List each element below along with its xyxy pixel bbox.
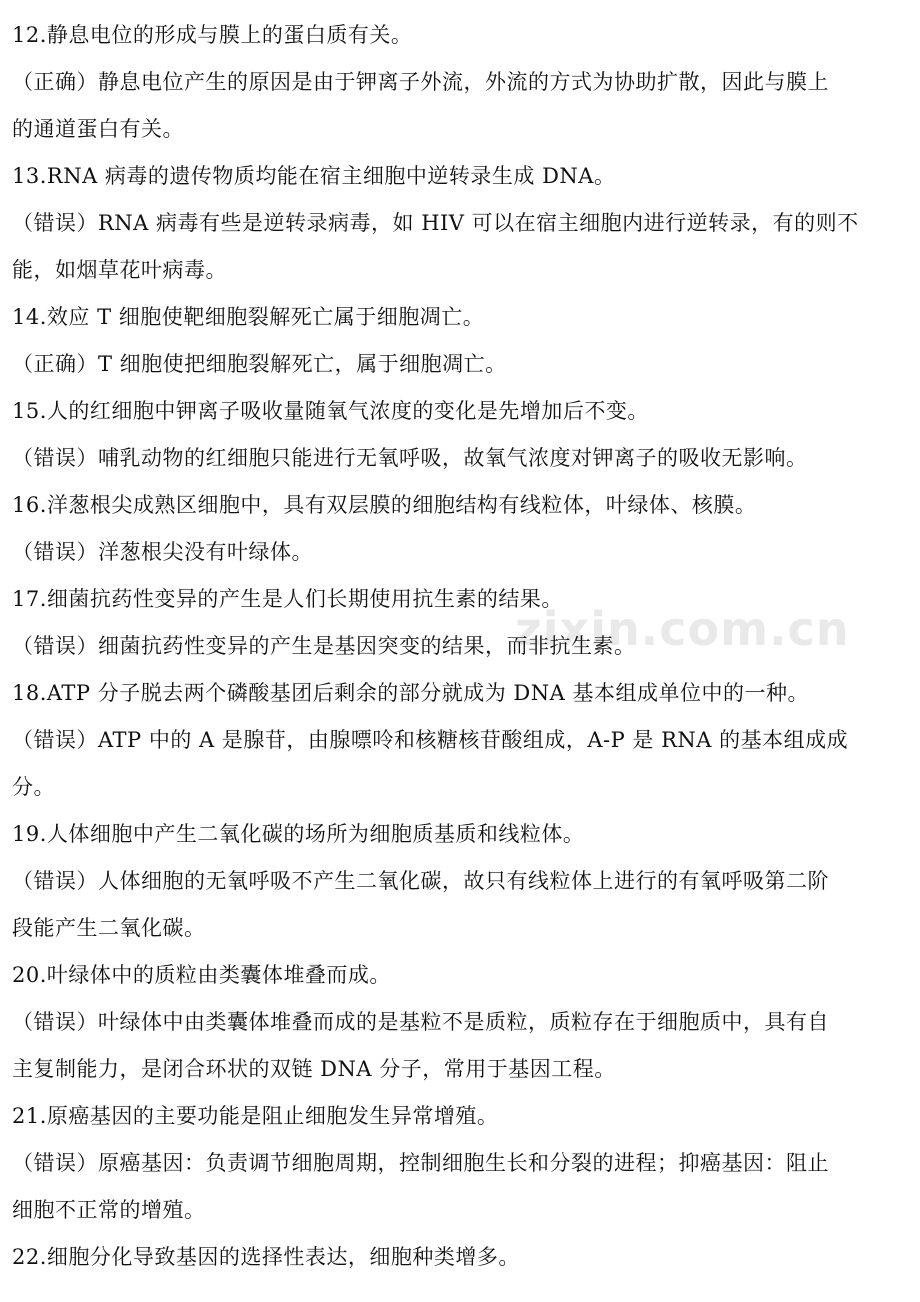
answer-18-line-1: （错误）ATP 中的 A 是腺苷，由腺嘌呤和核糖核苷酸组成，A-P 是 RNA 的基本组成成 [12, 728, 849, 752]
answer-16: （错误）洋葱根尖没有叶绿体。 [12, 540, 313, 564]
answer-21-line-1: （错误）原癌基因：负责调节细胞周期，控制细胞生长和分裂的进程；抑癌基因：阻止 [12, 1151, 829, 1175]
answer-19-line-2: 段能产生二氧化碳。 [12, 916, 206, 940]
question-17: 17.细菌抗药性变异的产生是人们长期使用抗生素的结果。 [12, 587, 563, 611]
answer-12-line-1: （正确）静息电位产生的原因是由于钾离子外流，外流的方式为协助扩散，因此与膜上 [12, 70, 829, 94]
answer-21-line-2: 细胞不正常的增殖。 [12, 1198, 206, 1222]
question-19: 19.人体细胞中产生二氧化碳的场所为细胞质基质和线粒体。 [12, 822, 585, 846]
question-22: 22.细胞分化导致基因的选择性表达，细胞种类增多。 [12, 1245, 520, 1269]
question-18: 18.ATP 分子脱去两个磷酸基团后剩余的部分就成为 DNA 基本组成单位中的一种。 [12, 681, 809, 705]
answer-13-line-2: 能，如烟草花叶病毒。 [12, 258, 227, 282]
watermark-text: zixin.com.cn [515, 602, 850, 656]
answer-14: （正确）T 细胞使把细胞裂解死亡，属于细胞凋亡。 [12, 352, 507, 376]
answer-20-line-2: 主复制能力，是闭合环状的双链 DNA 分子，常用于基因工程。 [12, 1057, 616, 1081]
answer-19-line-1: （错误）人体细胞的无氧呼吸不产生二氧化碳，故只有线粒体上进行的有氧呼吸第二阶 [12, 869, 829, 893]
answer-20-line-1: （错误）叶绿体中由类囊体堆叠而成的是基粒不是质粒，质粒存在于细胞质中，具有自 [12, 1010, 829, 1034]
answer-13-line-1: （错误）RNA 病毒有些是逆转录病毒，如 HIV 可以在宿主细胞内进行逆转录，有的则不 [12, 211, 859, 235]
document-page [12, 12, 908, 1281]
question-20: 20.叶绿体中的质粒由类囊体堆叠而成。 [12, 963, 391, 987]
answer-17: （错误）细菌抗药性变异的产生是基因突变的结果，而非抗生素。 [12, 634, 636, 658]
answer-12-line-2: 的通道蛋白有关。 [12, 117, 184, 141]
question-21: 21.原癌基因的主要功能是阻止细胞发生异常增殖。 [12, 1104, 499, 1128]
question-12: 12.静息电位的形成与膜上的蛋白质有关。 [12, 23, 413, 47]
answer-15: （错误）哺乳动物的红细胞只能进行无氧呼吸，故氧气浓度对钾离子的吸收无影响。 [12, 446, 808, 470]
question-16: 16.洋葱根尖成熟区细胞中，具有双层膜的细胞结构有线粒体，叶绿体、核膜。 [12, 493, 757, 517]
question-14: 14.效应 T 细胞使靶细胞裂解死亡属于细胞凋亡。 [12, 305, 485, 329]
question-13: 13.RNA 病毒的遗传物质均能在宿主细胞中逆转录生成 DNA。 [12, 164, 616, 188]
question-15: 15.人的红细胞中钾离子吸收量随氧气浓度的变化是先增加后不变。 [12, 399, 649, 423]
answer-18-line-2: 分。 [12, 775, 55, 799]
